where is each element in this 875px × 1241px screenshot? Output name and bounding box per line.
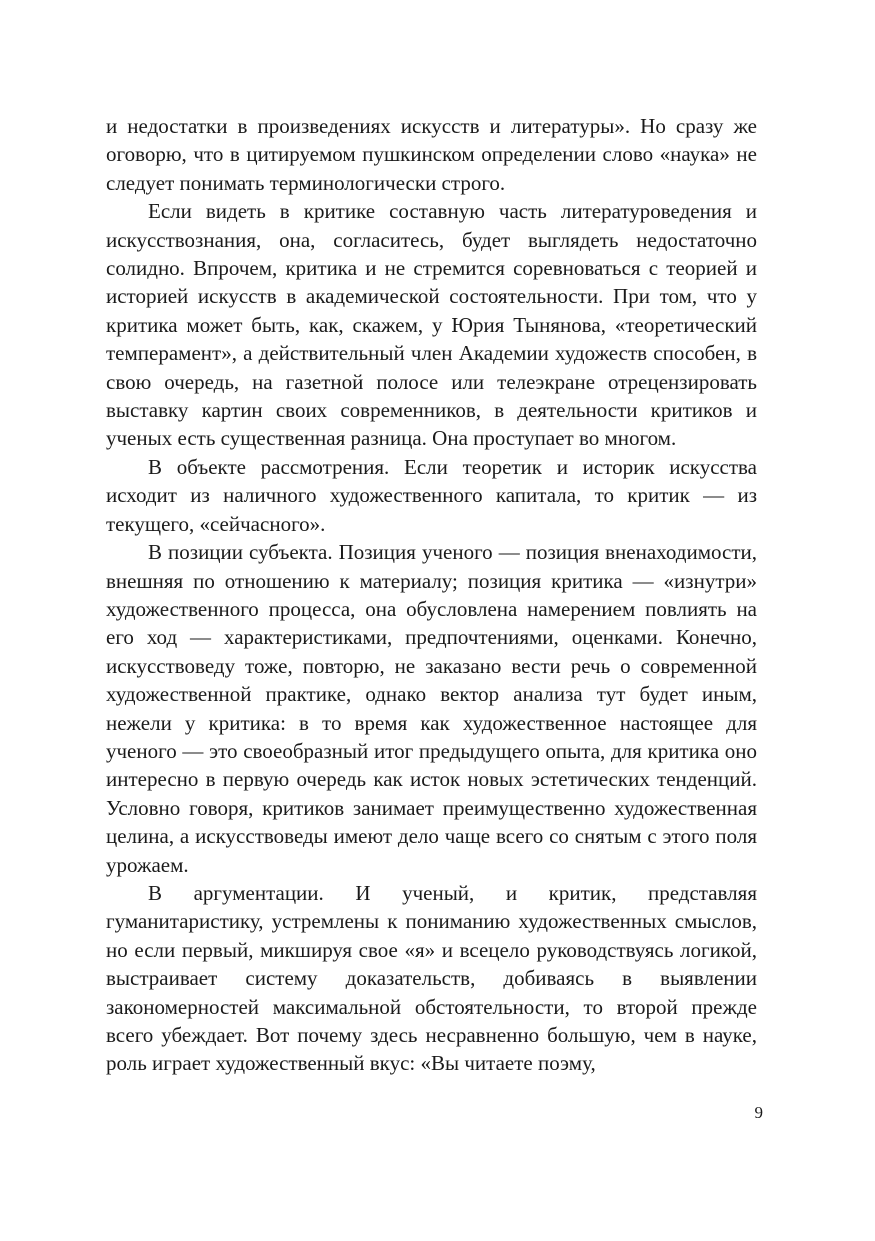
paragraph-object-of-study: В объекте рассмотрения. Если теоретик и историк искусства исходит из наличного художественного капитала, то критик — из текущего, «сейчасного».: [106, 454, 757, 536]
paragraph-continuation: и недостатки в произведениях искусств и литературы». Но сразу же оговорю, что в цитируемом пушкинском определении слово «наука» не следует понимать терминологически строго.: [106, 114, 757, 195]
paragraph-subject-position: В позиции субъекта. Позиция ученого — позиция вненаходимости, внешняя по отношению к материалу; позиция критика — «изнутри» художественного процесса, она обусловлена намерением повлиять на его ход — характеристиками, предпочтениями, оценками. Конечно, искусствоведу тоже, повторю, не заказано вести речь о современной художественной практике, однако вектор анализа тут будет иным, нежели у критика: в то время как художественное настоящее для ученого — это своеобразный итог предыдущего опыта, для критика оно интересно в первую очередь как исток новых эстетических тенденций. Условно говоря, критиков занимает преимущественно художественная целина, а искусствоведы имеют дело чаще всего со снятым с этого поля урожаем.: [106, 540, 757, 877]
body-text: [106, 112, 757, 1078]
paragraph-argumentation: В аргументации. И ученый, и критик, представляя гуманитаристику, устремлены к пониманию художественных смыслов, но если первый, микшируя свое «я» и всецело руководствуясь логикой, выстраивает систему доказательств, добиваясь в выявлении закономерностей максимальной обстоятельности, то второй прежде всего убеждает. Вот почему здесь несравненно большую, чем в науке, роль играет художественный вкус: «Вы читаете поэму,: [106, 880, 757, 1076]
page-number: 9: [754, 1103, 763, 1122]
paragraph-critique-and-scholarship: Если видеть в критике составную часть литературоведения и искусствознания, она, согласитесь, будет выглядеть недостаточно солидно. Впрочем, критика и не стремится соревноваться с теорией и историей искусств в академической состоятельности. При том, что у критика может быть, как, скажем, у Юрия Тынянова, «теоретический темперамент», а действительный член Академии художеств способен, в свою очередь, на газетной полосе или телеэкране отрецензировать выставку картин своих современников, в деятельности критиков и ученых есть существенная разница. Она проступает во многом.: [106, 199, 757, 451]
